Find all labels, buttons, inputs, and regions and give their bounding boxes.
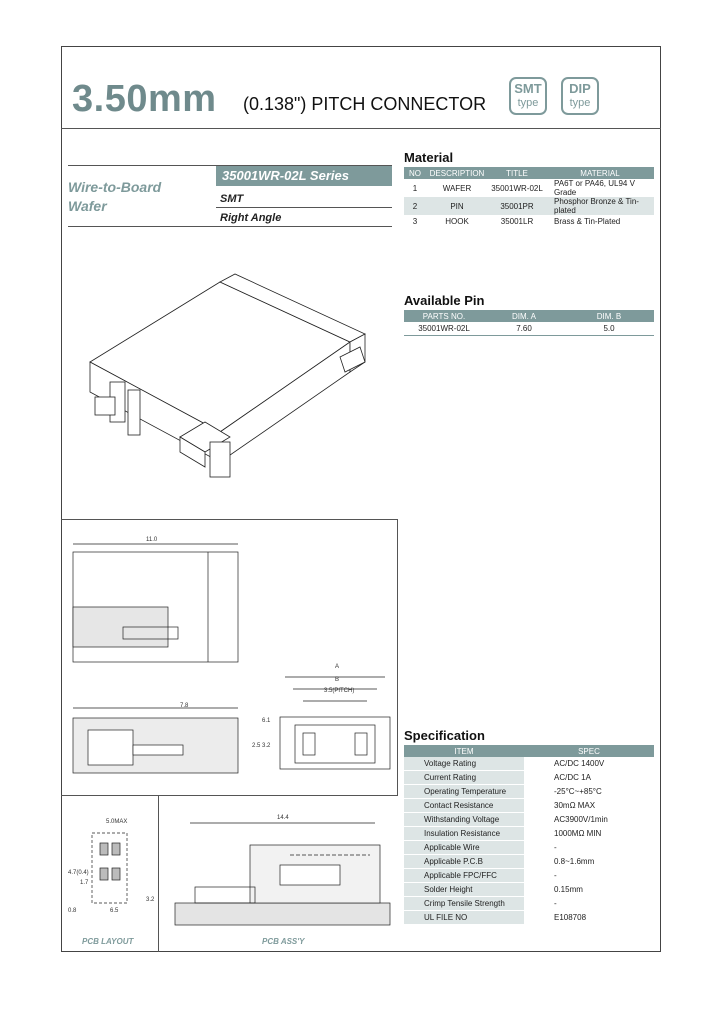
product-category [68,178,161,216]
smt-type-badge [509,77,547,115]
badge-label: DIP [569,81,591,96]
spec-value: - [524,841,654,855]
spec-value: AC3900V/1min [524,813,654,827]
cell: Brass & Tin-Plated [554,217,621,226]
dim-layout-side2: 0.8 [68,908,77,914]
table-row [404,757,654,771]
dim-side: 7.8 [180,703,189,709]
dim-top: 11.0 [146,537,158,543]
spec-item: Insulation Resistance [404,827,524,841]
badge-label: SMT [514,81,542,96]
category-line-2: Wafer [68,198,107,214]
table-row [404,179,654,197]
spec-value: 30mΩ MAX [524,799,654,813]
cell: PIN [450,201,464,211]
spec-item: UL FILE NO [404,911,524,925]
material-col-description: DESCRIPTION [426,167,488,179]
cell: 1 [412,183,418,193]
dim-layout-bottom: 6.5 [110,908,119,914]
mount-type: SMT [220,193,244,205]
cell: 35001PR [500,201,534,211]
product-rule-mid [216,207,392,208]
material-col-material: MATERIAL [546,167,654,179]
header-divider [61,128,661,129]
spec-value: -25°C~+85°C [524,785,654,799]
dim-pitch: 3.5(PITCH) [324,688,355,694]
table-row [404,813,654,827]
table-row [404,855,654,869]
table-row [404,897,654,911]
cell: 5.0 [603,324,615,333]
dip-type-badge [561,77,599,115]
caption-pcb-assy: PCB ASS'Y [262,937,305,946]
spec-item: Applicable P.C.B [404,855,524,869]
dim-h3: 3.2 [262,743,271,749]
pcb-vdivider [158,795,159,952]
spec-item: Withstanding Voltage [404,813,524,827]
spec-value: - [524,869,654,883]
spec-item: Solder Height [404,883,524,897]
dim-h2: 2.5 [252,743,261,749]
table-row [404,322,654,336]
table-row [404,799,654,813]
pin-col-dim-b: DIM. B [564,310,654,322]
cell: WAFER [442,183,472,193]
caption-pcb-layout: PCB LAYOUT [82,937,134,946]
category-line-1: Wire-to-Board [68,179,162,195]
series-banner: 35001WR-02L Series [216,166,392,186]
table-row [404,215,654,228]
top-view-drawing [68,532,248,667]
material-col-no: NO [404,167,426,179]
pcb-assy-drawing [170,815,395,930]
table-row [404,911,654,925]
table-row [404,785,654,799]
cell: Phosphor Bronze & Tin-plated [554,197,639,215]
spec-col-spec: SPEC [524,745,654,757]
spec-value: 1000MΩ MIN [524,827,654,841]
drawing-divider [61,519,398,520]
spec-item: Applicable Wire [404,841,524,855]
cell: 35001WR-02L [491,183,543,193]
table-row [404,883,654,897]
pitch-title: 3.50mm [72,78,217,120]
spec-item: Contact Resistance [404,799,524,813]
spec-value: AC/DC 1A [524,771,654,785]
spec-item: Crimp Tensile Strength [404,897,524,911]
available-pin-heading: Available Pin [404,293,485,308]
material-col-title: TITLE [488,167,546,179]
material-table [404,167,654,228]
spec-value: AC/DC 1400V [524,757,654,771]
cell: 2 [412,201,418,211]
side-view-drawing [68,700,248,780]
table-row [404,771,654,785]
specification-table [404,745,654,925]
pcb-divider [61,795,398,796]
table-row [404,827,654,841]
dim-layout-h: 3.2 [146,897,155,903]
connector-3d-drawing [80,262,370,492]
pin-col-dim-a: DIM. A [484,310,564,322]
orientation: Right Angle [220,212,282,224]
pin-col-parts: PARTS NO. [404,310,484,322]
cell: 7.60 [516,324,532,333]
dim-a: A [335,664,340,670]
product-rule-bottom [68,226,392,227]
table-row [404,869,654,883]
dim-layout-side1: 4.7(0.4) [68,870,89,876]
dim-layout-side3: 1.7 [80,880,89,886]
cell: 3 [412,217,418,226]
dim-assy-top: 14.4 [277,815,289,821]
cell: HOOK [445,217,469,226]
spec-item: Operating Temperature [404,785,524,799]
spec-value: E108708 [524,911,654,925]
table-row [404,841,654,855]
drawing-vdivider [397,519,398,795]
spec-col-item: ITEM [404,745,524,757]
dim-b: B [335,677,340,683]
spec-value: 0.8~1.6mm [524,855,654,869]
spec-item: Current Rating [404,771,524,785]
badge-sublabel: type [569,97,591,109]
pitch-subtitle: (0.138") PITCH CONNECTOR [243,94,487,114]
table-row [404,197,654,215]
cell: PA6T or PA46, UL94 V Grade [554,179,635,197]
dim-layout-top: 5.0MAX [106,819,128,825]
spec-value: - [524,897,654,911]
material-heading: Material [404,150,454,165]
specification-heading: Specification [404,728,485,743]
cell: 35001WR-02L [418,324,470,333]
dim-h1: 6.1 [262,718,271,724]
spec-item: Applicable FPC/FFC [404,869,524,883]
cell: 35001LR [500,217,534,226]
available-pin-table [404,310,654,336]
spec-item: Voltage Rating [404,757,524,771]
badge-sublabel: type [517,97,539,109]
spec-value: 0.15mm [524,883,654,897]
